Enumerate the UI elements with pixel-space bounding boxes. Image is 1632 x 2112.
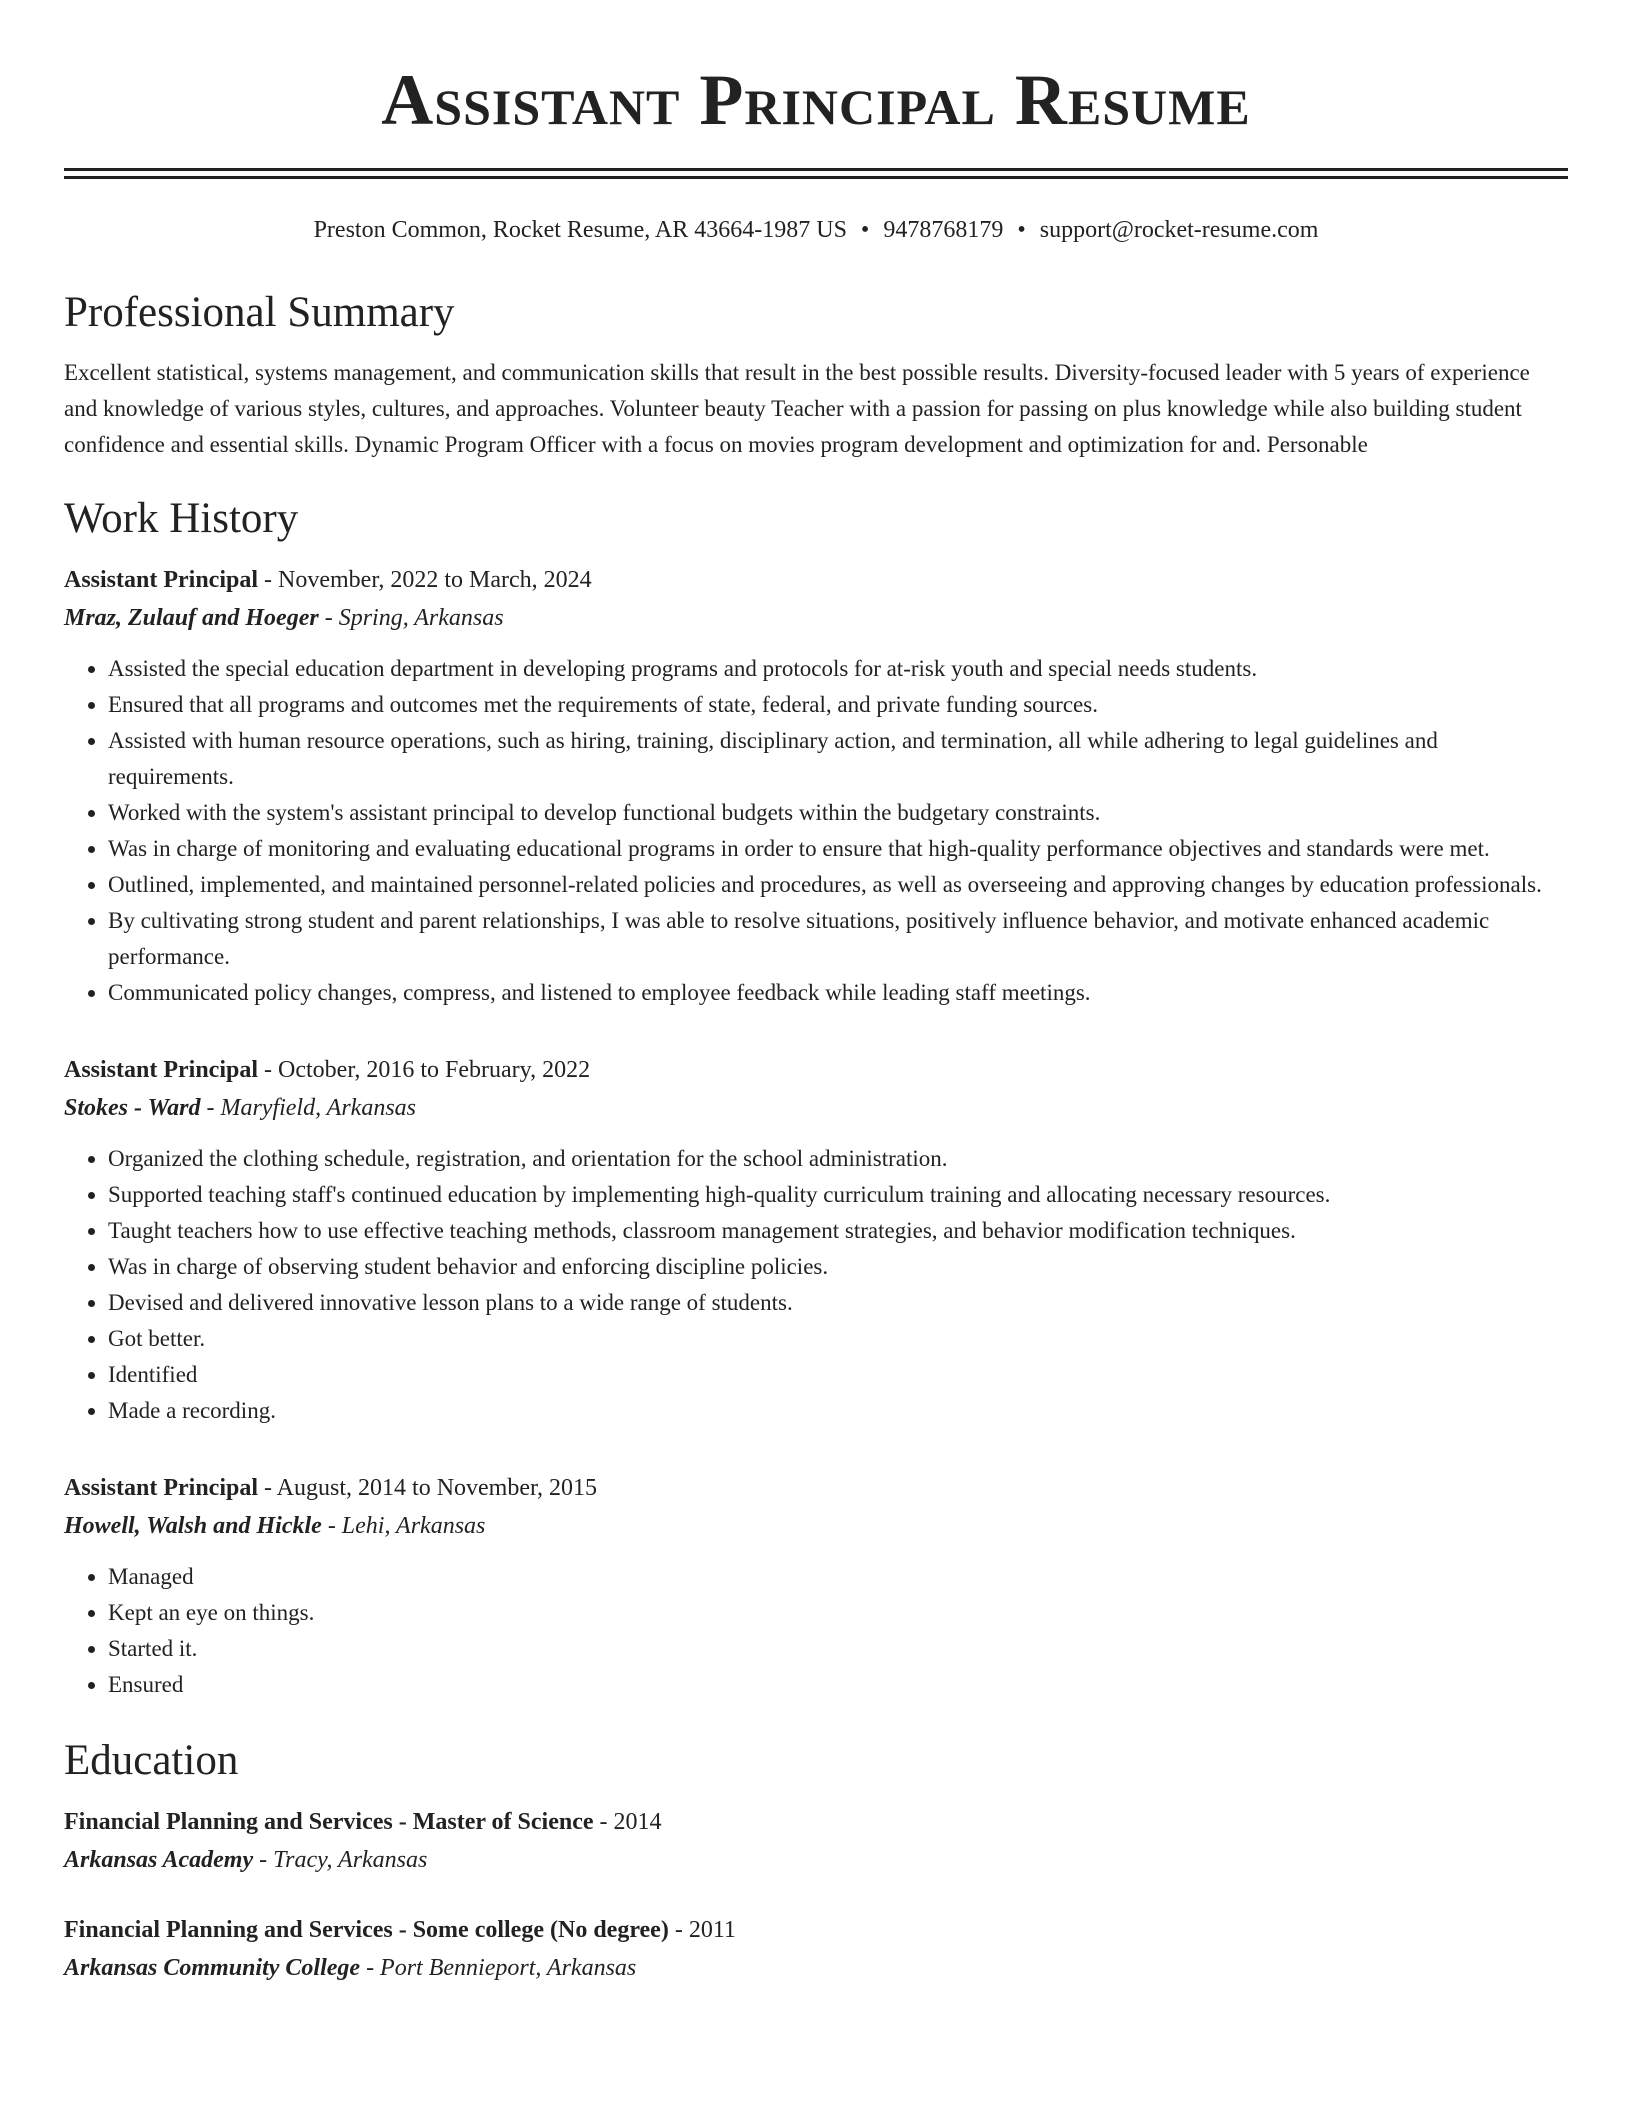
- duty-item: • Assisted the special education department in developing programs and protocols for at-risk youth and special needs students.: [108, 651, 1568, 687]
- duty-item: • Identified: [108, 1357, 1568, 1393]
- education-heading: Education: [64, 1737, 239, 1784]
- job-entry: [64, 1051, 1568, 1429]
- duty-item: • Assisted with human resource operations, such as hiring, training, disciplinary action, and termination, all while adhering to legal guidelines and requirements.: [108, 723, 1568, 795]
- job-title: Assistant Principal: [64, 567, 259, 593]
- job-duties: [64, 651, 1568, 1011]
- contact-separator: •: [860, 217, 870, 243]
- employer-location: - Maryfield, Arkansas: [200, 1095, 416, 1121]
- job-title: Assistant Principal: [64, 1475, 259, 1501]
- employer-location: - Spring, Arkansas: [318, 605, 504, 631]
- duty-item: • Made a recording.: [108, 1393, 1568, 1429]
- divider-line: [64, 176, 1568, 179]
- contact-email[interactable]: support@rocket-resume.com: [1039, 217, 1319, 243]
- school-location: - Tracy, Arkansas: [253, 1847, 428, 1873]
- job-title-line: [64, 561, 1568, 599]
- duty-item: • Got better.: [108, 1321, 1568, 1357]
- duty-item: • Devised and delivered innovative lesson plans to a wide range of students.: [108, 1285, 1568, 1321]
- degree-year: - 2011: [668, 1917, 736, 1943]
- job-entry: [64, 561, 1568, 1011]
- work-history-heading: Work History: [64, 495, 299, 542]
- duty-item: • Was in charge of observing student behavior and enforcing discipline policies.: [108, 1249, 1568, 1285]
- employer-line: [64, 1089, 1568, 1127]
- duty-item: • Ensured: [108, 1667, 1568, 1703]
- school-location: - Port Bennieport, Arkansas: [360, 1955, 637, 1981]
- contact-line: [64, 213, 1568, 247]
- summary-text: Excellent statistical, systems management, and communication skills that result in the best possible results. Diversity-focused leader with 5 years of experience and knowledge of various styles, cultures, and approaches. Volunteer beauty Teacher with a passion for passing on plus knowledge while also building student confidence and essential skills. Dynamic Program Officer with a focus on movies program development and optimization for and. Personable: [64, 360, 1530, 457]
- duty-item: • Was in charge of monitoring and evaluating educational programs in order to ensure that high-quality performance objectives and standards were met.: [108, 831, 1568, 867]
- school-name: Arkansas Academy: [64, 1847, 254, 1873]
- title-divider: [64, 168, 1568, 179]
- employer-location: - Lehi, Arkansas: [321, 1513, 486, 1539]
- employer-line: [64, 599, 1568, 637]
- job-dates: - November, 2022 to March, 2024: [258, 567, 592, 593]
- duty-item: • Organized the clothing schedule, registration, and orientation for the school administration.: [108, 1141, 1568, 1177]
- job-duties: [64, 1559, 1568, 1703]
- school-line: [64, 1949, 1568, 1987]
- duty-item: • Managed: [108, 1559, 1568, 1595]
- contact-address: Preston Common, Rocket Resume, AR 43664-1987 US: [313, 217, 847, 243]
- duty-item: • Communicated policy changes, compress, and listened to employee feedback while leading staff meetings.: [108, 975, 1568, 1011]
- job-entry: [64, 1469, 1568, 1703]
- duty-item: • Ensured that all programs and outcomes met the requirements of state, federal, and private funding sources.: [108, 687, 1568, 723]
- employer-name: Howell, Walsh and Hickle: [64, 1513, 322, 1539]
- contact-separator: •: [1017, 217, 1026, 243]
- degree-line: [64, 1911, 1568, 1949]
- job-title-line: [64, 1051, 1568, 1089]
- education-entry: [64, 1911, 1568, 1987]
- duty-item: • By cultivating strong student and parent relationships, I was able to resolve situations, positively influence behavior, and motivate enhanced academic performance.: [108, 903, 1568, 975]
- degree-year: - 2014: [593, 1809, 662, 1835]
- duty-item: • Taught teachers how to use effective teaching methods, classroom management strategies, and behavior modification techniques.: [108, 1213, 1568, 1249]
- contact-phone: 9478768179: [883, 217, 1004, 243]
- employer-name: Mraz, Zulauf and Hoeger: [64, 605, 319, 631]
- degree-line: [64, 1803, 1568, 1841]
- job-dates: - August, 2014 to November, 2015: [258, 1475, 598, 1501]
- job-title-line: [64, 1469, 1568, 1507]
- education-entry: [64, 1803, 1568, 1879]
- employer-name: Stokes - Ward: [64, 1095, 201, 1121]
- degree-name: Financial Planning and Services - Master of Science: [64, 1809, 594, 1835]
- duty-item: • Outlined, implemented, and maintained personnel-related policies and procedures, as well as overseeing and approving changes by education professionals.: [108, 867, 1568, 903]
- job-title: Assistant Principal: [64, 1057, 259, 1083]
- employer-line: [64, 1507, 1568, 1545]
- resume-title: Assistant Principal Resume: [381, 60, 1251, 140]
- school-name: Arkansas Community College: [64, 1955, 361, 1981]
- job-dates: - October, 2016 to February, 2022: [258, 1057, 591, 1083]
- duty-item: • Started it.: [108, 1631, 1568, 1667]
- summary-heading: Professional Summary: [64, 289, 455, 336]
- degree-name: Financial Planning and Services - Some college (No degree): [64, 1917, 669, 1943]
- duty-item: • Supported teaching staff's continued education by implementing high-quality curriculum training and allocating necessary resources.: [108, 1177, 1568, 1213]
- school-line: [64, 1841, 1568, 1879]
- duty-item: • Worked with the system's assistant principal to develop functional budgets within the budgetary constraints.: [108, 795, 1568, 831]
- job-duties: [64, 1141, 1568, 1429]
- divider-line: [64, 168, 1568, 171]
- duty-item: • Kept an eye on things.: [108, 1595, 1568, 1631]
